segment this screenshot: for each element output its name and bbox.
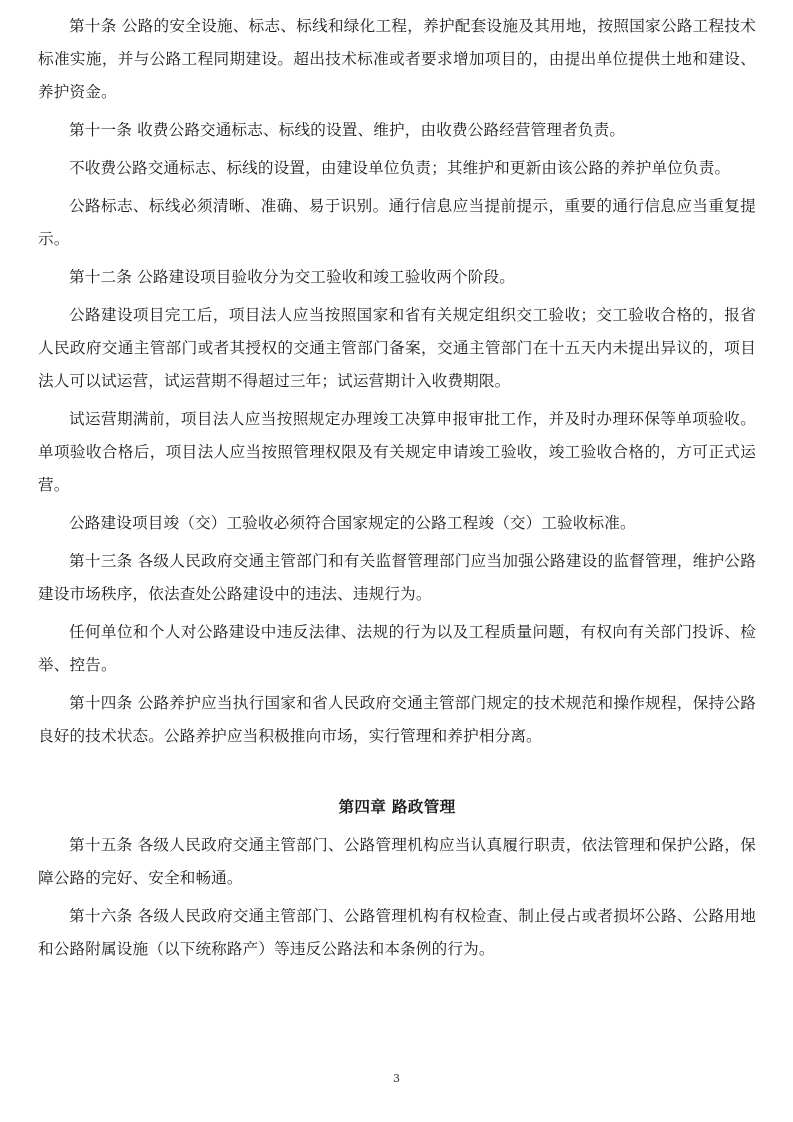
chapter-spacer: [38, 758, 756, 791]
article-13-clause-2: 任何单位和个人对公路建设中违反法律、法规的行为以及工程质量问题，有权向有关部门投诉、检举、控告。: [38, 623, 756, 674]
article-12-clause-2: 公路建设项目完工后，项目法人应当按照国家和省有关规定组织交工验收；交工验收合格的，报省人民政府交通主管部门或者其授权的交通主管部门备案，交通主管部门在十五天内未提出异议的，项目法人可以试运营，试运营期不得超过三年；试运营期计入收费期限。: [38, 306, 756, 390]
page-number: 3: [393, 1072, 400, 1085]
article-10: 第十条 公路的安全设施、标志、标线和绿化工程，养护配套设施及其用地，按照国家公路工程技术标准实施，并与公路工程同期建设。超出技术标准或者要求增加项目的，由提出单位提供土地和建设、养护资金。: [38, 17, 756, 101]
article-11-clause-2: 不收费公路交通标志、标线的设置，由建设单位负责；其维护和更新由该公路的养护单位负责。: [69, 159, 731, 177]
document-body: [38, 10, 756, 971]
article-12: 第十二条 公路建设项目验收分为交工验收和竣工验收两个阶段。: [69, 268, 515, 286]
article-12-clause-3: 试运营期满前，项目法人应当按照规定办理竣工决算申报审批工作，并及时办理环保等单项验收。单项验收合格后，项目法人应当按照管理权限及有关规定申请竣工验收，竣工验收合格的，方可正式运营。: [38, 410, 756, 494]
article-11: 第十一条 收费公路交通标志、标线的设置、维护，由收费公路经营管理者负责。: [69, 121, 626, 139]
article-11-clause-3: 公路标志、标线必须清晰、准确、易于识别。通行信息应当提前提示，重要的通行信息应当重复提示。: [38, 197, 756, 248]
article-13: 第十三条 各级人民政府交通主管部门和有关监督管理部门应当加强公路建设的监督管理，维护公路建设市场秩序，依法查处公路建设中的违法、违规行为。: [38, 552, 756, 603]
chapter-title: 第四章 路政管理: [338, 798, 456, 816]
article-15: 第十五条 各级人民政府交通主管部门、公路管理机构应当认真履行职责，依法管理和保护公路，保障公路的完好、安全和畅通。: [38, 836, 756, 887]
article-16: 第十六条 各级人民政府交通主管部门、公路管理机构有权检查、制止侵占或者损坏公路、公路用地和公路附属设施（以下统称路产）等违反公路法和本条例的行为。: [38, 907, 756, 958]
article-14: 第十四条 公路养护应当执行国家和省人民政府交通主管部门规定的技术规范和操作规程，保持公路良好的技术状态。公路养护应当积极推向市场，实行管理和养护相分离。: [38, 694, 756, 745]
article-12-clause-4: 公路建设项目竣（交）工验收必须符合国家规定的公路工程竣（交）工验收标准。: [69, 514, 636, 532]
